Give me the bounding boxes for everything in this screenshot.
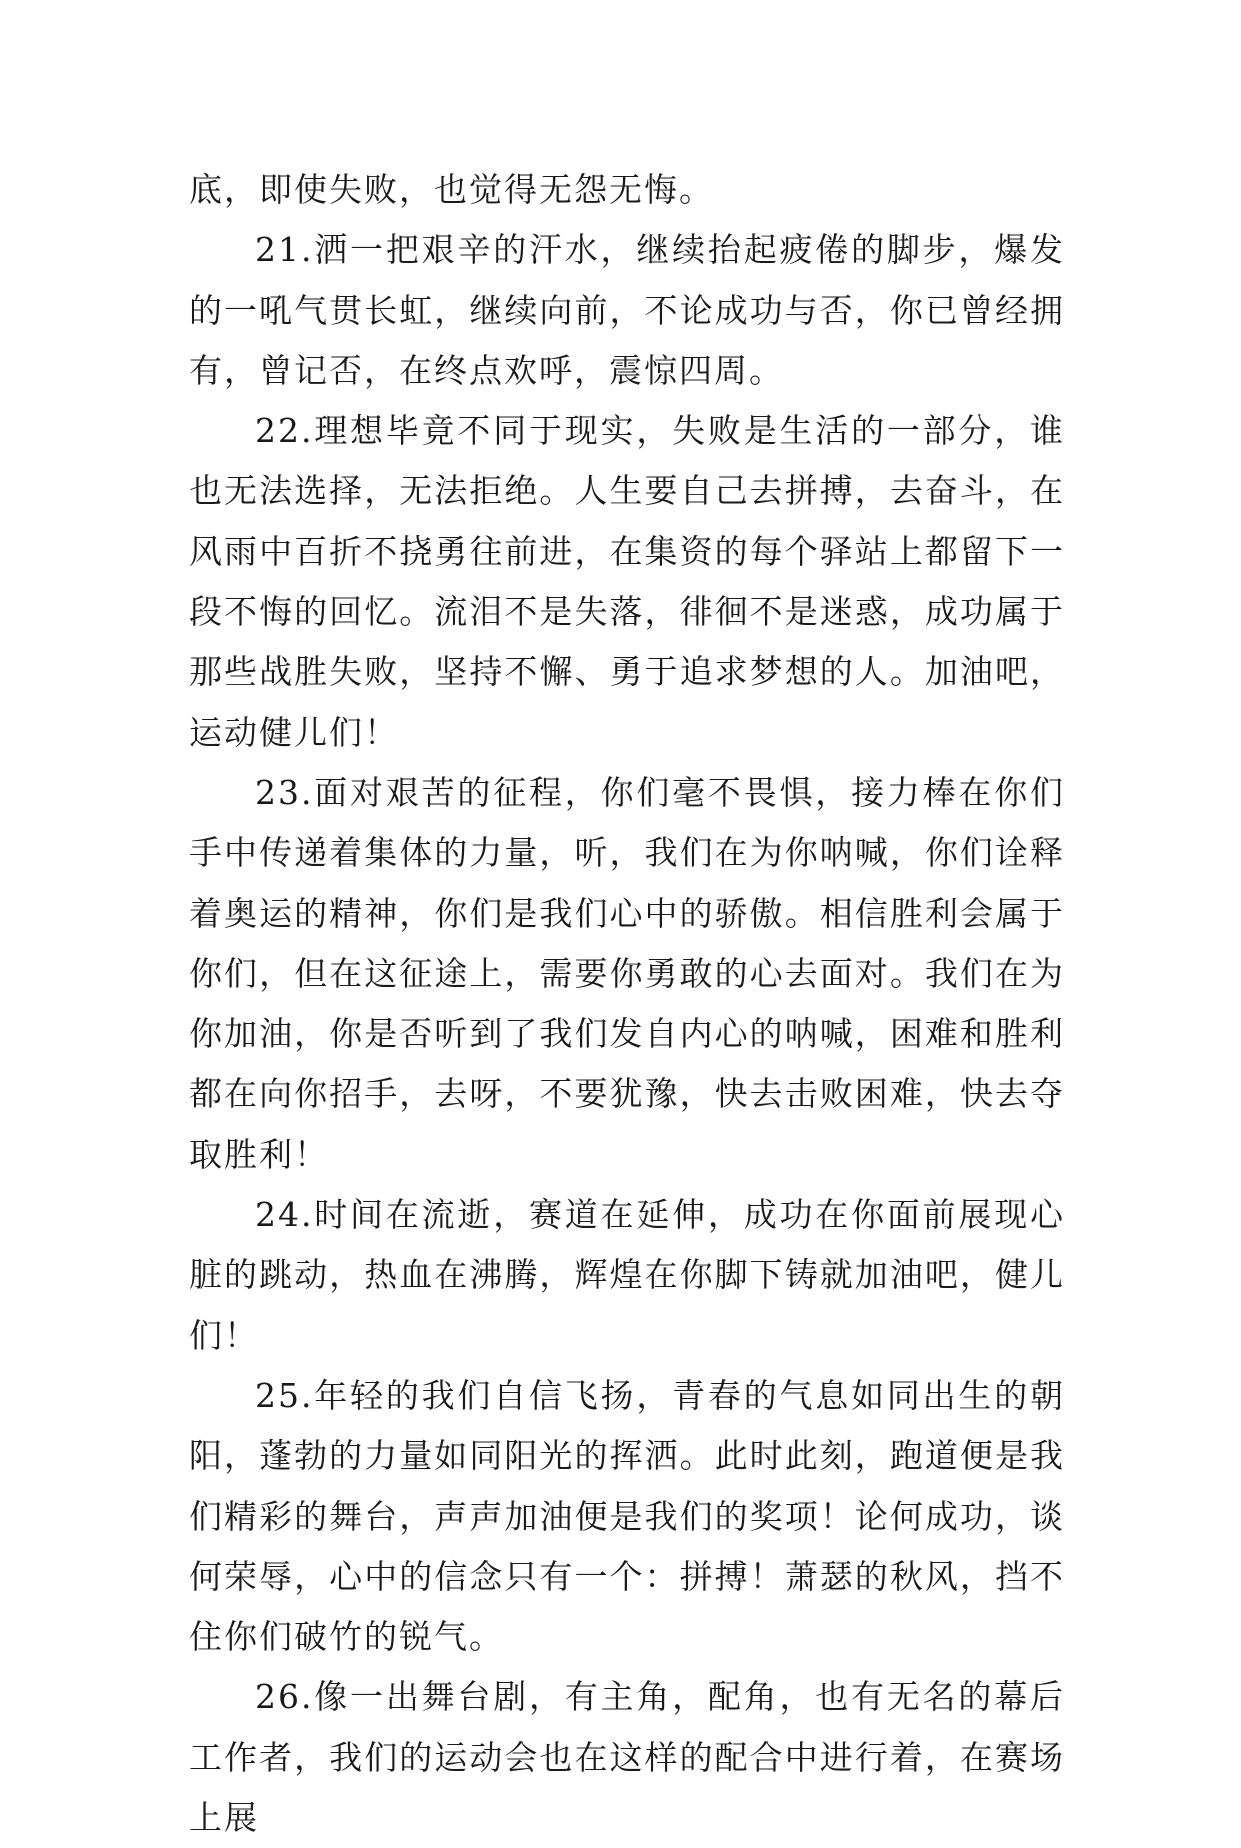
paragraph-26: 26.像一出舞台剧，有主角，配角，也有无名的幕后工作者，我们的运动会也在这样的配合中进行着，在赛场上展 — [189, 1677, 1065, 1838]
paragraph-25: 25.年轻的我们自信飞扬，青春的气息如同出生的朝阳，蓬勃的力量如同阳光的挥洒。此时此刻，跑道便是我们精彩的舞台，声声加油便是我们的奖项！论何成功，谈何荣辱，心中的信念只有一个：拼搏！萧瑟的秋风，挡不住你们破竹的锐气。 — [189, 1375, 1065, 1657]
paragraph-22: 22.理想毕竟不同于现实，失败是生活的一部分，谁也无法选择，无法拒绝。人生要自己去拼搏，去奋斗，在风雨中百折不挠勇往前进，在集资的每个驿站上都留下一段不悔的回忆。流泪不是失落，徘徊不是迷惑，成功属于那些战胜失败，坚持不懈、勇于追求梦想的人。加油吧，运动健儿们！ — [189, 411, 1065, 752]
paragraph-24: 24.时间在流逝，赛道在延伸，成功在你面前展现心脏的跳动，热血在沸腾，辉煌在你脚下铸就加油吧，健儿们！ — [189, 1195, 1065, 1355]
document-body — [189, 160, 1065, 1848]
paragraph-23: 23.面对艰苦的征程，你们毫不畏惧，接力棒在你们手中传递着集体的力量，听，我们在为你呐喊，你们诠释着奥运的精神，你们是我们心中的骄傲。相信胜利会属于你们，但在这征途上，需要你勇敢的心去面对。我们在为你加油，你是否听到了我们发自内心的呐喊，困难和胜利都在向你招手，去呀，不要犹豫，快去击败困难，快去夺取胜利！ — [189, 772, 1065, 1174]
paragraph-continuation: 底，即使失败，也觉得无怨无悔。 — [189, 170, 714, 209]
paragraph-21: 21.洒一把艰辛的汗水，继续抬起疲倦的脚步，爆发的一吼气贯长虹，继续向前，不论成功与否，你已曾经拥有，曾记否，在终点欢呼，震惊四周。 — [189, 230, 1065, 390]
